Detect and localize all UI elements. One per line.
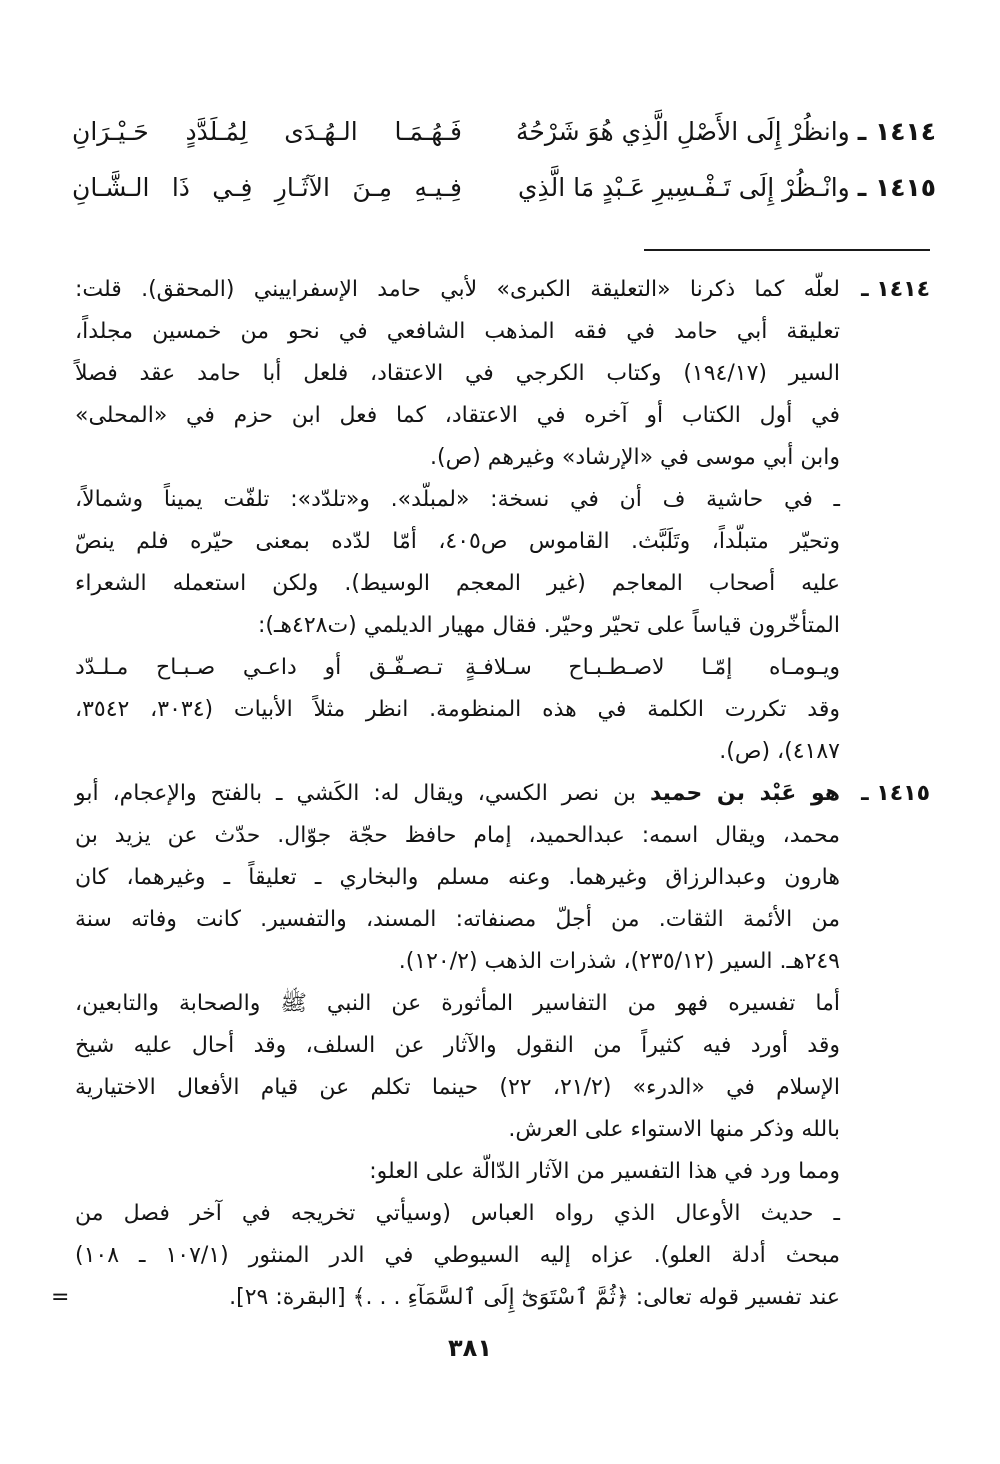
footnote-line: بالله وذكر منها الاستواء على العرش.	[508, 1117, 840, 1142]
footnote-line	[51, 1277, 840, 1319]
footnote-1414	[75, 269, 930, 773]
continuation-mark: =	[51, 1285, 70, 1310]
quoted-poem-second-hemistich: تـصـفّـق أو داعـي صـبـاح مـلـدّد	[75, 655, 443, 680]
footnote-line-text: عند تفسير قوله تعالى: ﴿ثُمَّ ٱسْتَوَىٰٓ إِلَى ٱلسَّمَآءِ . . .﴾ [البقرة: ٢٩].	[229, 1285, 840, 1310]
verse-first-hemistich	[496, 160, 936, 216]
footnote-line: وابن أبي موسى في «الإرشاد» وغيرهم (ص).	[430, 445, 840, 470]
footnote-line: محمد، ويقال اسمه: عبدالحميد، إمام حافظ حجّة جوّال. حدّث عن يزيد بن	[75, 823, 840, 848]
verse-text: وانْـظُرْ إِلَى تَـفْـسِيرِ عَـبْدٍ مَا الَّذِي	[517, 173, 850, 202]
footnote-line: المتأخّرون قياساً على تحيّر وحيّر. فقال مهيار الديلمي (ت٤٢٨هـ):	[257, 613, 840, 638]
footnote-line: ٢٤٩هـ. السير (٢٣٥/١٢)، شذرات الذهب (١٢٠/٢).	[398, 949, 840, 974]
footnote-line: وتحيّر متبلّداً، وتَلَبَّث. القاموس ص٤٠٥، أمّا لدّده بمعنى حيّره فلم ينصّ	[75, 529, 840, 554]
verse-number: ١٤١٤ ـ	[857, 117, 936, 146]
footnote-line: الإسلام في «الدرء» (٢١/٢، ٢٢) حينما تكلم عن قيام الأفعال الاختيارية	[75, 1075, 841, 1100]
quoted-poem-first-hemistich: ويـومـاه إمّـا لاصـطـبـاح سـلافـةٍ	[465, 655, 840, 680]
footnote-number: ١٤١٥ ـ	[861, 781, 930, 806]
footnote-line: من الأئمة الثقات. من أجلّ مصنفاته: المسند، والتفسير. كانت وفاته سنة	[75, 907, 840, 932]
verse-second-hemistich: فِـيـهِ مِـنَ الآثَـارِ فِـي ذَا الـشَّـانِ	[72, 173, 462, 202]
verse-1414	[72, 104, 936, 160]
verse-first-hemistich	[496, 104, 936, 160]
verse-1415	[72, 160, 936, 216]
footnote-line: ـ حديث الأوعال الذي رواه العباس (وسيأتي تخريجه في آخر فصل من	[75, 1201, 840, 1226]
footnote-line: هارون وعبدالرزاق وغيرهما. وعنه مسلم والبخاري ـ تعليقاً ـ وغيرهما، كان	[75, 865, 840, 890]
quoted-poem-line	[75, 647, 840, 689]
footnote-number: ١٤١٤ ـ	[861, 277, 930, 302]
page-number: ٣٨١	[448, 1334, 492, 1362]
footnote-line	[75, 773, 840, 815]
footnote-line-text: بن نصر الكسي، ويقال له: الكَشي ـ بالفتح والإعجام، أبو	[75, 781, 636, 806]
footnote-line: في أول الكتاب أو آخره في الاعتقاد، كما فعل ابن حزم في «المحلى»	[75, 403, 840, 428]
verse-number: ١٤١٥ ـ	[857, 173, 936, 202]
footnote-line: أما تفسيره فهو من التفاسير المأثورة عن النبي ﷺ والصحابة والتابعين،	[75, 991, 840, 1016]
footnote-line: عليه أصحاب المعاجم (غير المعجم الوسيط). ولكن استعمله الشعراء	[75, 571, 840, 596]
footnote-subject-name: هو عَبْد بن حميد	[649, 781, 841, 806]
footnote-line: ومما ورد في هذا التفسير من الآثار الدّالّة على العلو:	[369, 1159, 840, 1184]
poem-verses	[72, 104, 936, 216]
footnote-line: تعليقة أبي حامد في فقه المذهب الشافعي في نحو من خمسين مجلداً،	[75, 319, 840, 344]
footnote-line: ٤١٨٧)، (ص).	[719, 739, 840, 764]
footnote-1415	[51, 773, 930, 1319]
footnote-line: لعلّه كما ذكرنا «التعليقة الكبرى» لأبي حامد الإسفراييني (المحقق). قلت:	[75, 277, 840, 302]
footnote-line: وقد تكررت الكلمة في هذه المنظومة. انظر مثلاً الأبيات (٣٠٣٤، ٣٥٤٢،	[75, 697, 840, 722]
footnote-separator	[644, 249, 930, 251]
footnote-line: السير (١٩٤/١٧) وكتاب الكرجي في الاعتقاد، فلعل أبا حامد عقد فصلاً	[75, 361, 840, 386]
footnote-line: ـ في حاشية ف أن في نسخة: «لمبلّد». و«تلدّد»: تلفّت يميناً وشمالاً،	[75, 487, 840, 512]
footnote-line: وقد أورد فيه كثيراً من النقول والآثار عن السلف، وقد أحال عليه شيخ	[75, 1033, 840, 1058]
verse-text: وانظُرْ إِلَى الأَصْلِ الَّذِي هُوَ شَرْحُهُ	[516, 117, 850, 146]
verse-second-hemistich: فَـهُـمَـا الـهُـدَى لِمُـلَدَّدٍ حَـيْـرَانِ	[72, 117, 462, 146]
footnote-line: مبحث أدلة العلو). عزاه إليه السيوطي في الدر المنثور (١٠٧/١ ـ ١٠٨)	[75, 1243, 840, 1268]
